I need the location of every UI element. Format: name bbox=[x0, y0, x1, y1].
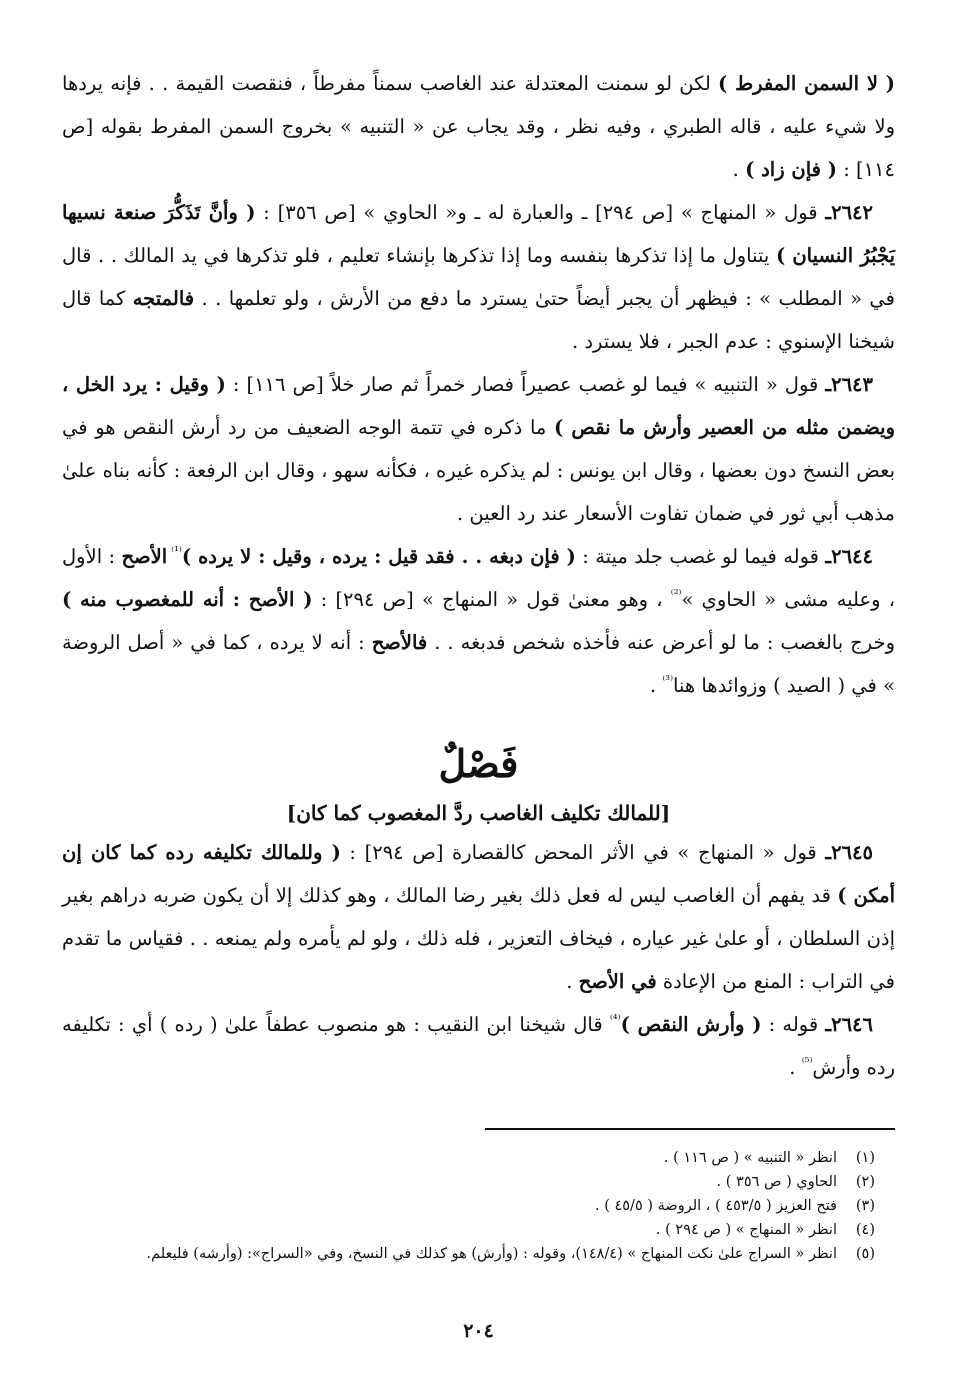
footnote-ref: ⁽³⁾ bbox=[662, 673, 674, 687]
bold-text: ( فإن دبغه . . فقد قيل : يرده ، وقيل : لا يرده ) bbox=[181, 545, 576, 568]
footnote-item bbox=[62, 1218, 875, 1242]
bold-text: ( الأصح : أنه للمغصوب منه ) bbox=[62, 588, 313, 611]
page-number: ٢٠٤ bbox=[463, 1320, 494, 1342]
bold-text: في الأصح bbox=[578, 970, 657, 993]
paragraph bbox=[62, 363, 895, 535]
text: يتناول ما إذا تذكرها بنفسه وما إذا تذكرها بإنشاء تعليم ، فلو تذكرها في يد المالك . . قال في « المطلب » : فيظهر أن يجبر أيضاً حتىٰ يسترد ما دفع من الأرش ، ولو تعلمها . . bbox=[62, 244, 895, 310]
paragraph bbox=[62, 1003, 895, 1089]
text: كما قال شيخنا الإسنوي : عدم الجبر ، فلا يسترد . bbox=[62, 287, 895, 353]
text: : أنه لا يرده ، كما في « أصل الروضة » في ( الصيد ) وزوائدها هنا bbox=[62, 631, 895, 697]
bold-text: ( وأنَّ تَذَكُّرَ صنعة نسيها يَجْبُرُ النسيان ) bbox=[62, 201, 896, 267]
text: . bbox=[732, 158, 746, 181]
footnote-item bbox=[62, 1146, 875, 1170]
paragraph bbox=[62, 831, 895, 1003]
text: وخرج بالغصب : ما لو أعرض عنه فأخذه شخص فدبغه . . bbox=[427, 631, 895, 654]
bold-text: ٢٦٤٥ـ bbox=[825, 841, 873, 864]
bold-text: ٢٦٤٤ـ bbox=[825, 545, 874, 568]
footnote-item bbox=[62, 1194, 875, 1218]
paragraph bbox=[62, 535, 895, 707]
text: ، وهو معنىٰ قول « المنهاج » [ص ٢٩٤] : bbox=[312, 588, 671, 611]
bold-text: ٢٦٤٢ـ bbox=[825, 201, 874, 224]
bold-text: ( لا السمن المفرط ) bbox=[718, 72, 895, 95]
footnote-number: (٤) bbox=[855, 1222, 875, 1238]
main-text-block-2 bbox=[62, 831, 895, 1089]
footnote-text: انظر « المنهاج » ( ص ٢٩٤ ) . bbox=[655, 1222, 837, 1238]
footnotes bbox=[62, 1146, 895, 1266]
footnote-text: فتح العزيز ( ٤٥٣/٥ ) ، الروضة ( ٤٥/٥ ) . bbox=[595, 1198, 837, 1214]
paragraph bbox=[62, 62, 895, 191]
main-text-block-1 bbox=[62, 62, 895, 707]
footnote-item bbox=[62, 1170, 875, 1194]
footnote-ref: ⁽⁵⁾ bbox=[801, 1055, 813, 1069]
section-subtitle: [للمالك تكليف الغاصب ردَّ المغصوب كما كان] bbox=[286, 801, 671, 825]
footnote-text: انظر « التنبيه » ( ص ١١٦ ) . bbox=[663, 1150, 837, 1166]
text: قوله فيما لو غصب جلد ميتة : bbox=[575, 545, 826, 568]
text: قال شيخنا ابن النقيب : هو منصوب عطفاً علىٰ ( رده ) أي : تكليفه رده وأرش bbox=[62, 1013, 895, 1079]
text: . bbox=[789, 1056, 802, 1079]
footnote-number: (١) bbox=[855, 1150, 875, 1166]
footnote-number: (٣) bbox=[855, 1198, 875, 1214]
text: . bbox=[649, 674, 663, 697]
text: قول « المنهاج » [ص ٢٩٤] ـ والعبارة له ـ و« الحاوي » [ص ٣٥٦] : bbox=[255, 201, 826, 224]
footnote-number: (٢) bbox=[855, 1174, 875, 1190]
bold-text: فالأصح bbox=[371, 631, 428, 654]
text: : الأول ، وعليه مشى « الحاوي » bbox=[62, 545, 896, 611]
bold-text: ٢٦٤٦ـ bbox=[825, 1013, 874, 1036]
text: ما ذكره في تتمة الوجه الضعيف من رد أرش النقص هو في بعض النسخ دون بعضها ، وقال ابن يونس : لم يذكره غيره ، فكأنه سهو ، وقال ابن الرفعة : كأنه بناه علىٰ مذهب أبي ثور في ضمان تفاوت الأسعار عند رد العين . bbox=[62, 416, 895, 525]
footnote-text: انظر « السراج علىٰ نكت المنهاج » (١٤٨/٤)، وقوله : (وأرش) هو كذلك في النسخ، وفي «السراج»: (وأرشه) فليعلم. bbox=[146, 1246, 837, 1262]
bold-text: فالمتجه bbox=[132, 287, 195, 310]
footnote-ref: ⁽¹⁾ bbox=[167, 544, 182, 558]
text: لكن لو سمنت المعتدلة عند الغاصب سمناً مفرطاً ، فنقصت القيمة . . فإنه يردها ولا شيء عليه ، قاله الطبري ، وفيه نظر ، وقد يجاب عن « التنبيه » بخروج السمن المفرط بقوله [ص ١١٤] : bbox=[62, 72, 895, 181]
text: قد يفهم أن الغاصب ليس له فعل ذلك بغير رضا المالك ، وهو كذلك إلا أن يكون ضربه دراهم بغير إذن السلطان ، أو علىٰ غير عياره ، فيخاف التعزير ، فله ذلك ، ولو لم يأمره ولم يمنعه . . فقياس ما تقدم في التراب : المنع من الإعادة bbox=[62, 884, 895, 993]
text: قوله : bbox=[761, 1013, 826, 1036]
bold-text: ( وأرش النقص ) bbox=[620, 1013, 762, 1036]
footnote-divider bbox=[485, 1128, 895, 1130]
paragraph bbox=[62, 191, 895, 363]
page-body bbox=[62, 62, 895, 1089]
footnote-ref: ⁽²⁾ bbox=[670, 587, 682, 601]
bold-text: ٢٦٤٣ـ bbox=[825, 373, 874, 396]
bold-text: ( وقيل : يرد الخل ، ويضمن مثله من العصير وأرش ما نقص ) bbox=[62, 373, 895, 439]
footnote-item bbox=[62, 1242, 875, 1266]
bold-text: ( فإن زاد ) bbox=[745, 158, 837, 181]
text: قول « التنبيه » فيما لو غصب عصيراً فصار خمراً ثم صار خلاً [ص ١١٦] : bbox=[225, 373, 826, 396]
footnote-number: (٥) bbox=[855, 1246, 875, 1262]
fasl-heading: فَصْلٌ bbox=[438, 741, 519, 786]
bold-text: الأصح bbox=[121, 545, 168, 568]
text: قول « المنهاج » في الأثر المحض كالقصارة [ص ٢٩٤] : bbox=[340, 841, 826, 864]
bold-text: ( وللمالك تكليفه رده كما كان إن أمكن ) bbox=[62, 841, 895, 907]
section-heading bbox=[62, 739, 895, 831]
text: . bbox=[566, 970, 579, 993]
footnote-ref: ⁽⁴⁾ bbox=[609, 1012, 621, 1026]
footnote-text: الحاوي ( ص ٣٥٦ ) . bbox=[716, 1174, 837, 1190]
